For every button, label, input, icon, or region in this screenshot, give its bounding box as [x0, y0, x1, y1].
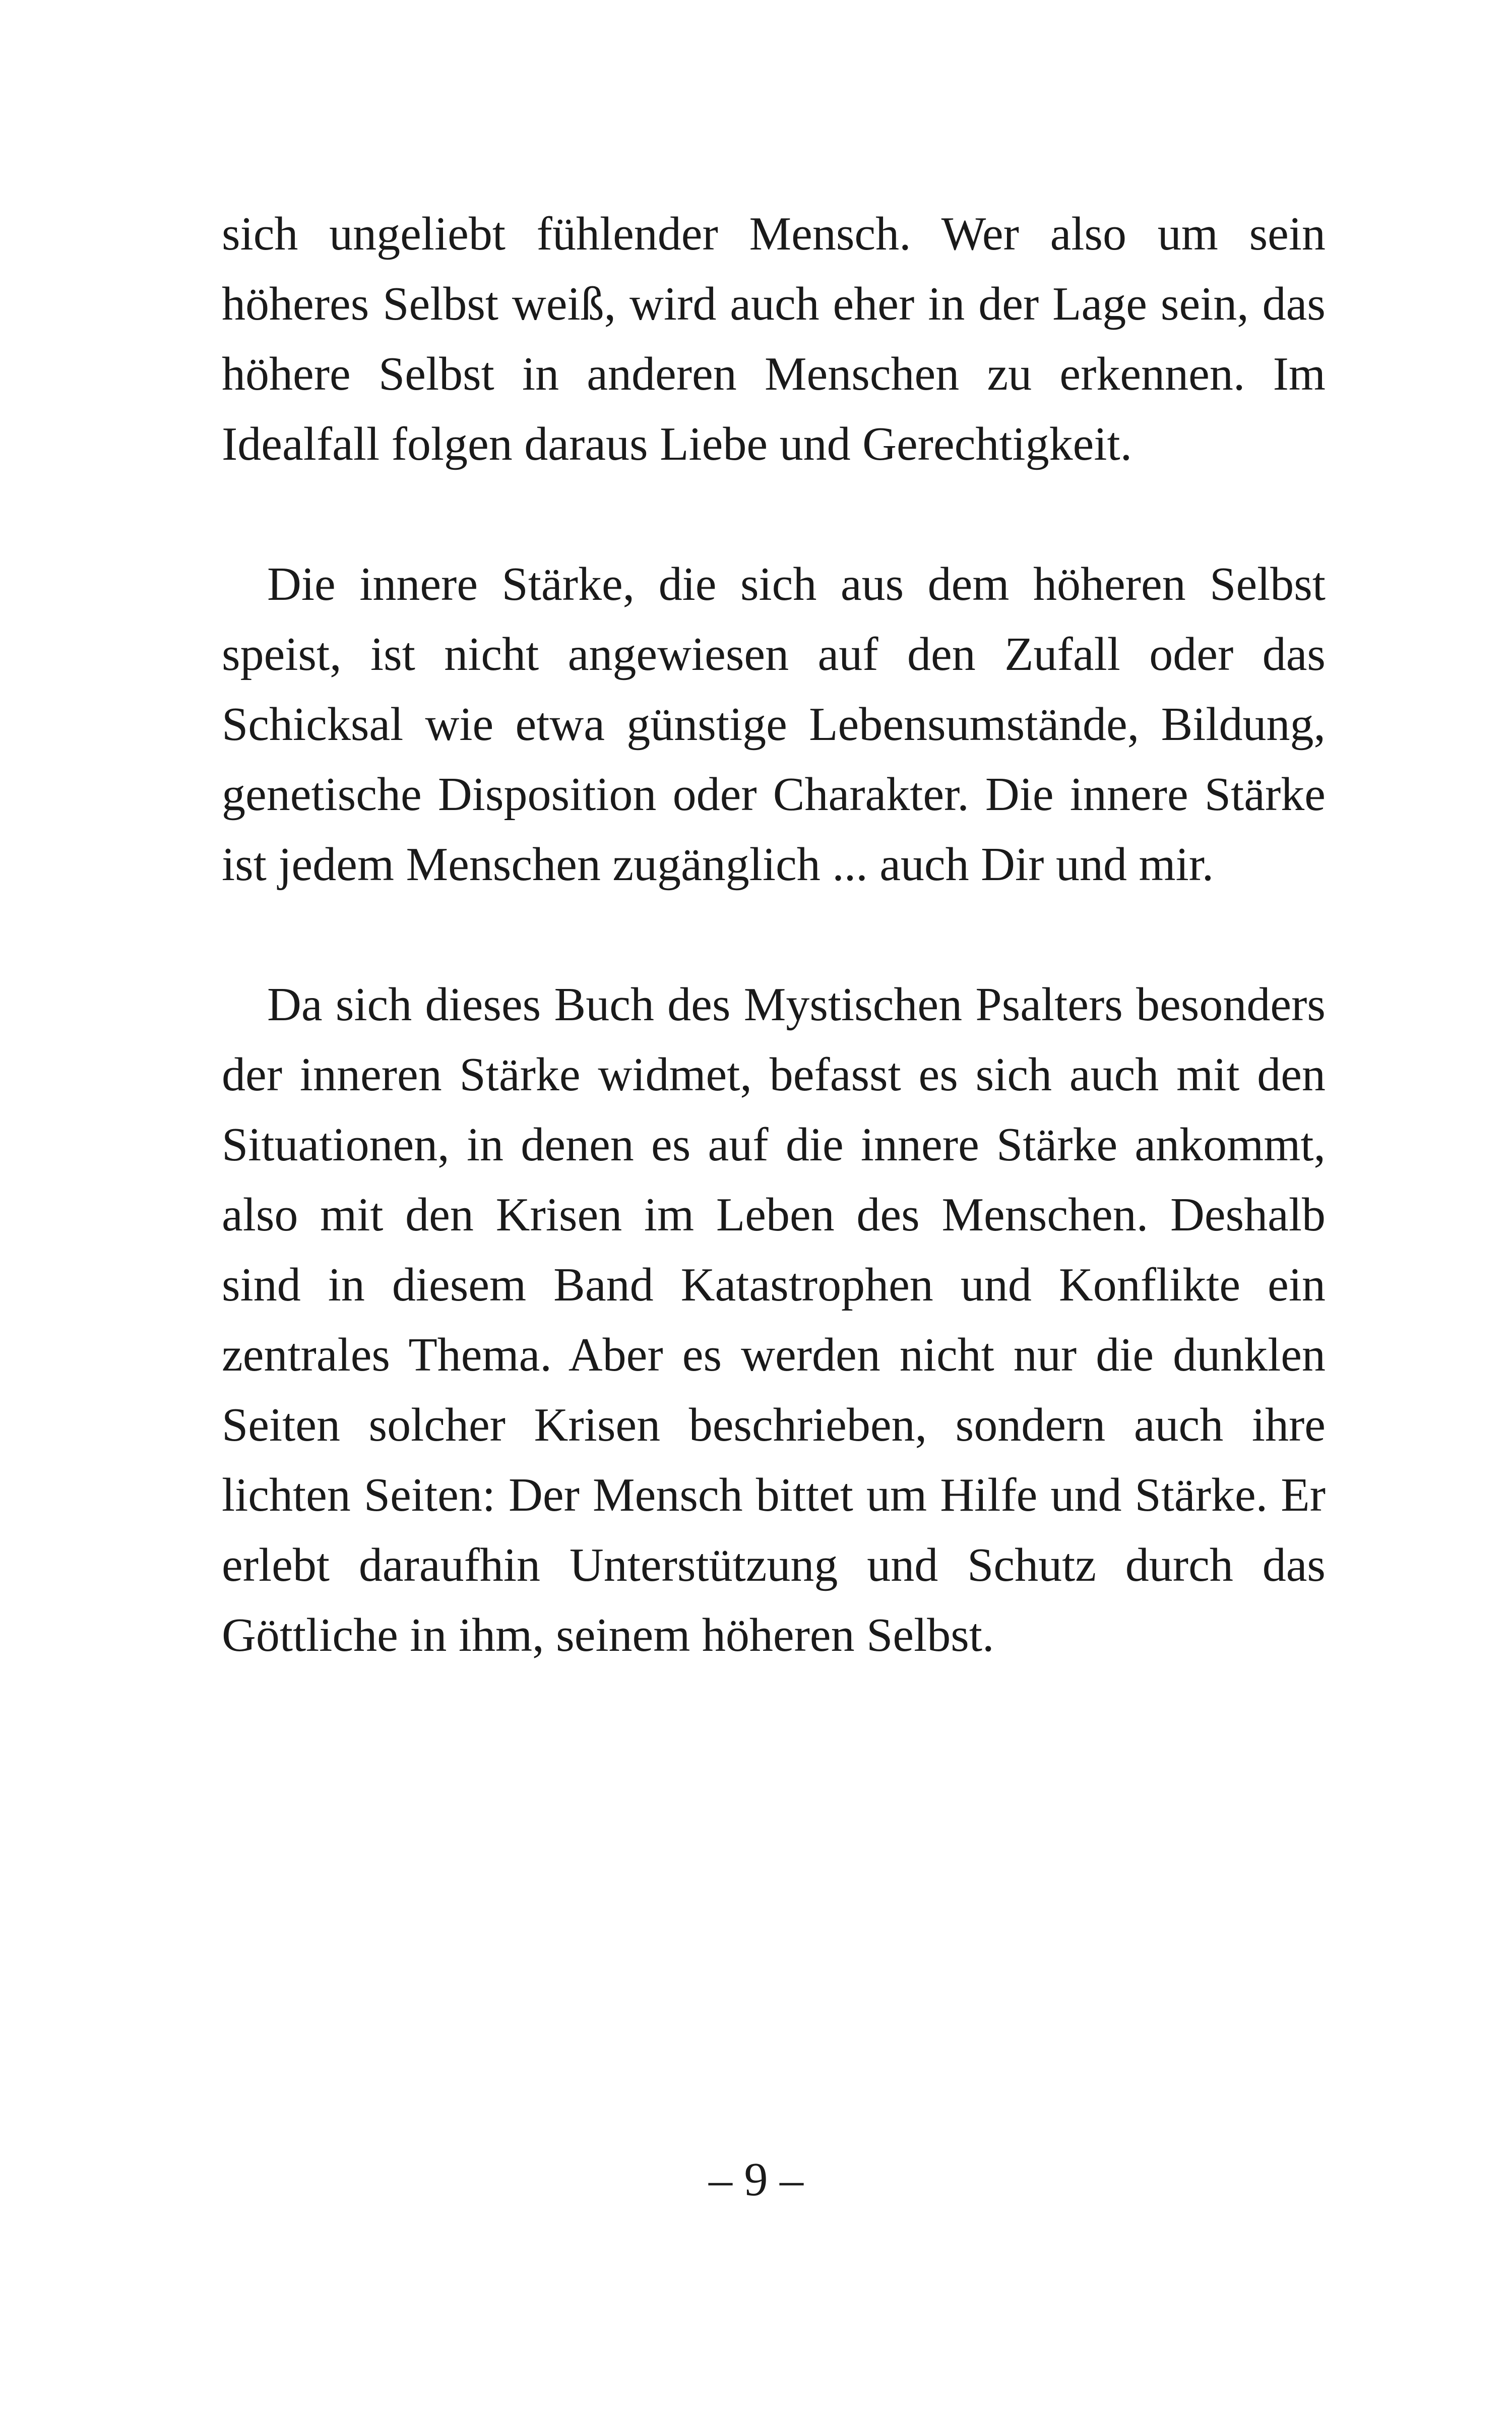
- page-number: – 9 –: [709, 2153, 803, 2206]
- body-text: [222, 199, 1326, 1670]
- paragraph-2: Die innere Stärke, die sich aus dem höheren Selbst speist, ist nicht angewiesen auf den Zufall oder das Schicksal wie etwa günstige Lebensumstände, Bildung, genetische Disposition oder Charakter. Die innere Stärke ist jedem Menschen zugänglich ... auch Dir und mir.: [222, 558, 1326, 891]
- paragraph-3: Da sich dieses Buch des Mystischen Psalters besonders der inneren Stärke widmet, befasst es sich auch mit den Situationen, in denen es auf die innere Stärke ankommt, also mit den Krisen im Leben des Menschen. Deshalb sind in diesem Band Katastrophen und Konflikte ein zentrales Thema. Aber es werden nicht nur die dunklen Seiten solcher Krisen beschrieben, sondern auch ihre lichten Seiten: Der Mensch bittet um Hilfe und Stärke. Er erlebt daraufhin Unterstützung und Schutz durch das Göttliche in ihm, seinem höheren Selbst.: [222, 978, 1326, 1661]
- paragraph-1: sich ungeliebt fühlender Mensch. Wer also um sein höheres Selbst weiß, wird auch eher in der Lage sein, das höhere Selbst in anderen Menschen zu erkennen. Im Idealfall folgen daraus Liebe und Gerechtigkeit.: [222, 208, 1326, 470]
